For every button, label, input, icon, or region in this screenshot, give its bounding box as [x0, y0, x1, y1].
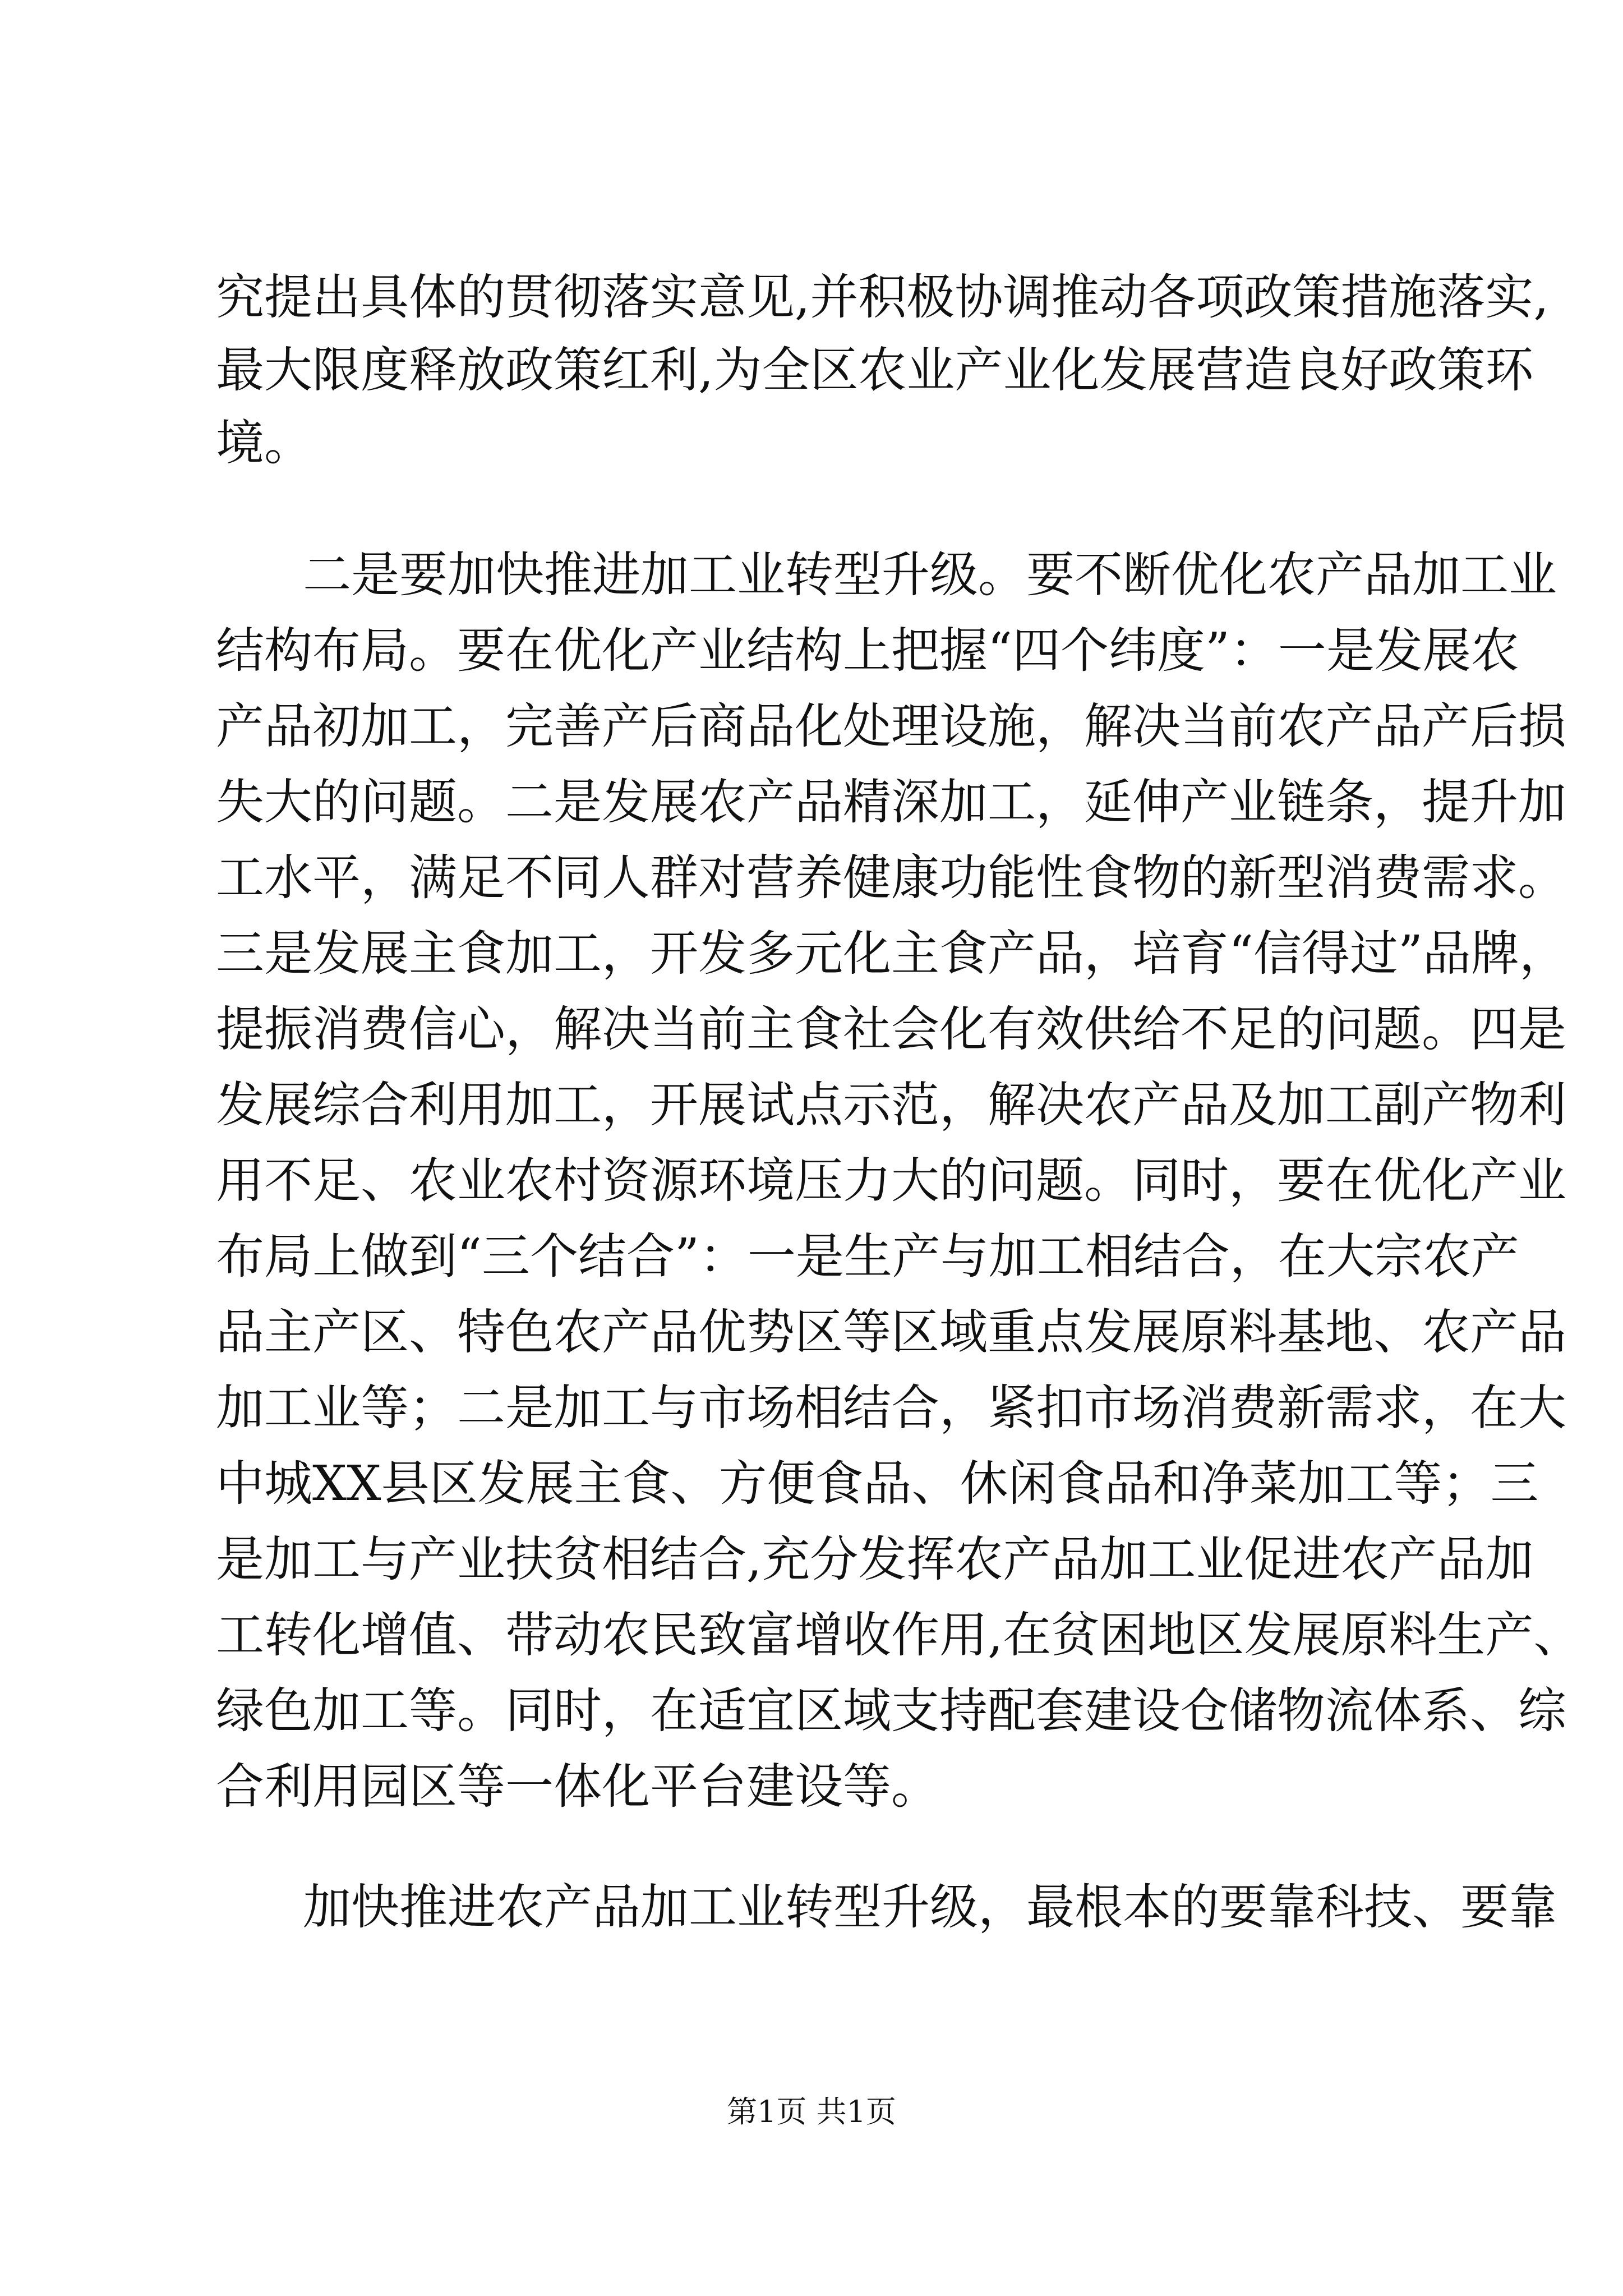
body-line-4: 二是要加快推进加工业转型升级。要不断优化农产品加工业 [303, 547, 1557, 603]
page-footer: 第1页 共1页 [727, 2094, 896, 2129]
body-line-1: 究提出具体的贯彻落实意见,并积极协调推动各项政策措施落实, [216, 269, 1549, 325]
body-line-8: 工水平，满足不同人群对营养健康功能性食物的新型消费需求。 [216, 850, 1566, 906]
body-line-9: 三是发展主食加工，开发多元化主食产品，培育“信得过”品牌， [216, 926, 1567, 982]
body-line-14: 品主产区、特色农产品优势区等区域重点发展原料基地、农产品 [216, 1304, 1566, 1360]
body-line-21: 加快推进农产品加工业转型升级，最根本的要靠科技、要靠 [303, 1879, 1557, 1935]
body-line-6: 产品初加工，完善产后商品化处理设施，解决当前农产品产后损 [216, 698, 1566, 754]
body-line-15: 加工业等；二是加工与市场相结合，紧扣市场消费新需求，在大 [216, 1380, 1566, 1436]
body-line-11: 发展综合利用加工，开展试点示范，解决农产品及加工副产物利 [216, 1077, 1566, 1133]
body-line-20: 合利用园区等一体化平台建设等。 [216, 1759, 939, 1815]
body-line-13: 布局上做到“三个结合”：一是生产与加工相结合，在大宗农产 [216, 1228, 1519, 1285]
body-line-18: 工转化增值、带动农民致富增收作用,在贫困地区发展原料生产、 [216, 1607, 1582, 1663]
body-line-2: 最大限度释放政策红利,为全区农业产业化发展营造良好政策环 [216, 342, 1534, 398]
body-line-10: 提振消费信心，解决当前主食社会化有效供给不足的问题。四是 [216, 1001, 1566, 1057]
body-line-12: 用不足、农业农村资源环境压力大的问题。同时，要在优化产业 [216, 1153, 1566, 1209]
body-line-19: 绿色加工等。同时，在适宜区域支持配套建设仓储物流体系、综 [216, 1683, 1566, 1739]
body-line-7: 失大的问题。二是发展农产品精深加工，延伸产业链条，提升加 [216, 774, 1566, 830]
body-line-3: 境。 [216, 415, 312, 471]
body-line-17: 是加工与产业扶贫相结合,充分发挥农产品加工业促进农产品加 [216, 1531, 1534, 1588]
body-line-16: 中城XX县区发展主食、方便食品、休闲食品和净菜加工等；三 [216, 1456, 1539, 1512]
body-line-5: 结构布局。要在优化产业结构上把握“四个纬度”：一是发展农 [216, 623, 1519, 679]
